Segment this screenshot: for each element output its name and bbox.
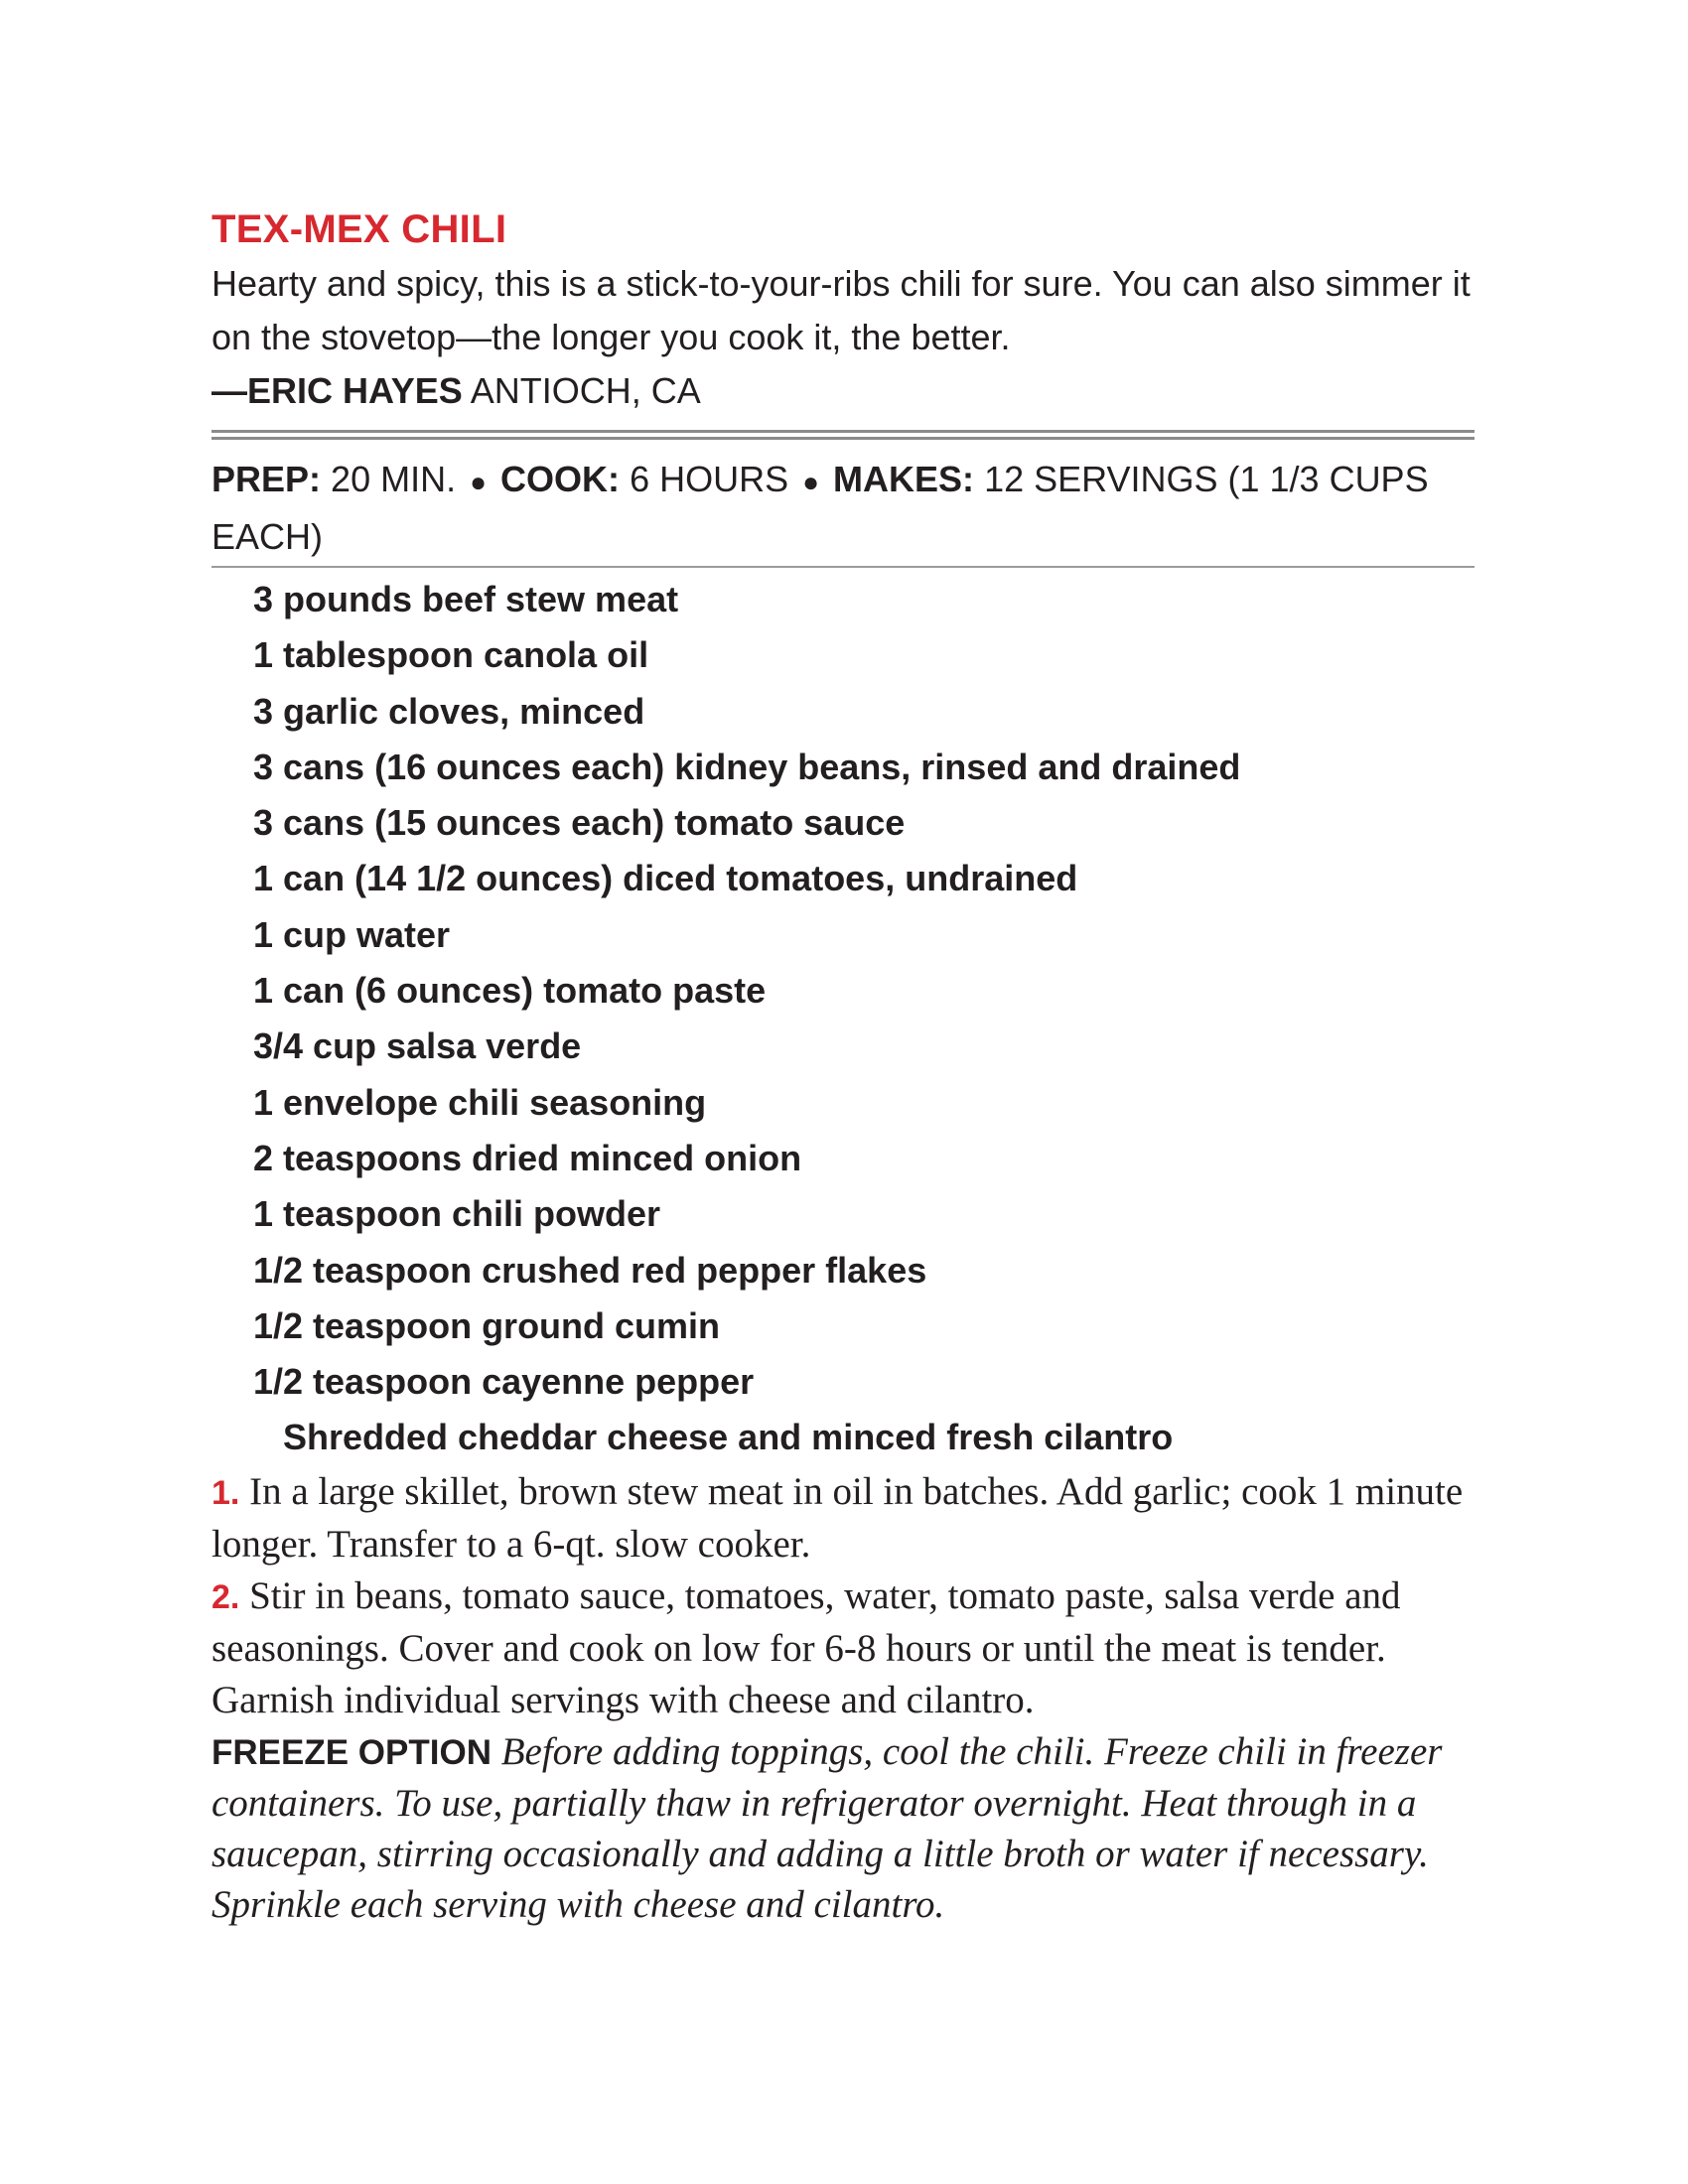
recipe-meta [211, 452, 1475, 564]
ingredient-item: 3 cans (16 ounces each) kidney beans, rinsed and drained [253, 746, 1241, 787]
recipe-intro: Hearty and spicy, this is a stick-to-your-ribs chili for sure. You can also simmer it on the stovetop—the longer you cook it, the better. [211, 263, 1471, 357]
separator-dot: ● [470, 467, 488, 497]
ingredient-garnish: Shredded cheddar cheese and minced fresh cilantro [283, 1417, 1174, 1458]
cook-label: COOK: [500, 459, 621, 499]
ingredient-item: 1/2 teaspoon ground cumin [253, 1304, 721, 1346]
ingredient-item: 3 garlic cloves, minced [253, 690, 645, 732]
step-text: Stir in beans, tomato sauce, tomatoes, water, tomato paste, salsa verde and seasonings. Cover and cook on low for 6-8 hours or until the meat is tender. Garnish individual servings with cheese and cilantro. [211, 1573, 1401, 1721]
ingredient-item: 1 can (14 1/2 ounces) diced tomatoes, undrained [253, 858, 1078, 899]
ingredient-item: 3/4 cup salsa verde [253, 1025, 582, 1067]
double-divider [211, 430, 1475, 440]
ingredient-item: 1 envelope chili seasoning [253, 1081, 707, 1123]
prep-value: 20 MIN. [331, 459, 457, 499]
ingredient-item: 1/2 teaspoon crushed red pepper flakes [253, 1249, 927, 1291]
step-text: In a large skillet, brown stew meat in oil in batches. Add garlic; cook 1 minute longer. Transfer to a 6-qt. slow cooker. [211, 1469, 1464, 1566]
recipe-title: TEX-MEX CHILI [211, 207, 507, 251]
ingredient-item: 1 can (6 ounces) tomato paste [253, 970, 767, 1012]
step-number: 2. [211, 1577, 240, 1616]
recipe-card [211, 202, 1475, 1930]
makes-value: 12 SERVINGS (1 1/3 CUPS EACH) [211, 459, 1429, 557]
author-location: ANTIOCH, CA [470, 370, 701, 411]
single-divider [211, 566, 1475, 568]
ingredient-item: 1 tablespoon canola oil [253, 634, 649, 676]
freeze-option [211, 1726, 1475, 1930]
cook-value: 6 HOURS [630, 459, 789, 499]
ingredient-item: 2 teaspoons dried minced onion [253, 1137, 802, 1178]
ingredient-item: 3 pounds beef stew meat [253, 579, 679, 619]
ingredient-item: 1 teaspoon chili powder [253, 1193, 661, 1235]
makes-label: MAKES: [833, 459, 975, 499]
ingredient-list [211, 572, 1475, 1466]
ingredient-item: 1 cup water [253, 913, 451, 955]
direction-step [211, 1466, 1475, 1570]
prep-label: PREP: [211, 459, 322, 499]
ingredient-item: 1/2 teaspoon cayenne pepper [253, 1361, 755, 1403]
separator-dot: ● [802, 467, 820, 497]
direction-step [211, 1570, 1475, 1726]
ingredient-item: 3 cans (15 ounces each) tomato sauce [253, 802, 906, 844]
directions [211, 1466, 1475, 1726]
freeze-label: FREEZE OPTION [211, 1732, 492, 1772]
step-number: 1. [211, 1473, 240, 1512]
freeze-text: Before adding toppings, cool the chili. Freeze chili in freezer containers. To use, partially thaw in refrigerator overnight. Heat through in a saucepan, stirring occasionally and adding a little broth or water if necessary. Sprinkle each serving with cheese and cilantro. [211, 1729, 1443, 1926]
author-name: —ERIC HAYES [211, 370, 463, 411]
recipe-byline [211, 364, 1475, 418]
